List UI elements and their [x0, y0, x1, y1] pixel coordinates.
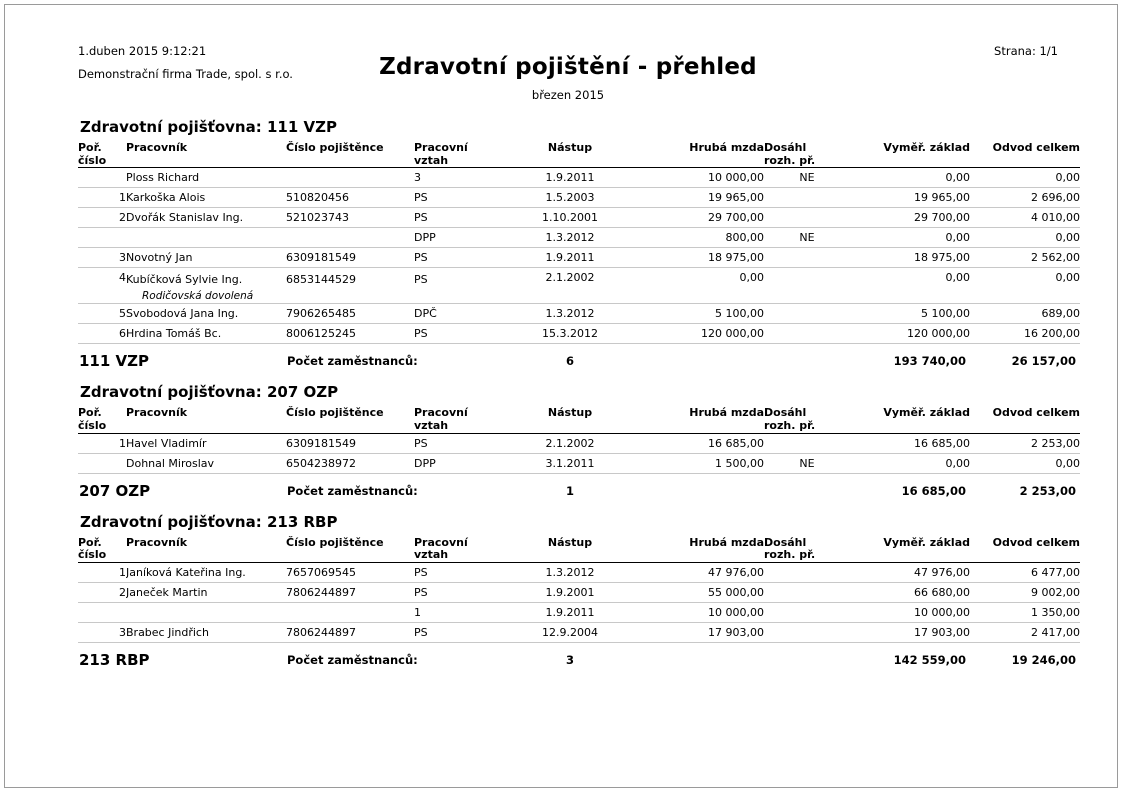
table-header-row	[78, 142, 1080, 167]
cell-por-cislo: 1	[78, 188, 126, 208]
cell-pracovnik: Janíková Kateřina Ing.	[126, 562, 286, 582]
cell-hruba-mzda: 0,00	[624, 268, 764, 304]
cell-dosahl	[764, 582, 850, 602]
insurance-group	[78, 383, 1080, 504]
cell-nastup: 1.5.2003	[516, 188, 624, 208]
table-row	[78, 562, 1080, 582]
col-cislo-pojistence: Číslo pojištěnce	[286, 141, 384, 154]
cell-cislo-pojistence: 6309181549	[286, 433, 414, 453]
cell-nastup: 1.3.2012	[516, 562, 624, 582]
cell-dosahl	[764, 324, 850, 344]
col-dosahl: Dosáhl rozh. př.	[764, 141, 816, 167]
summary-count-label: Počet zaměstnanců:	[287, 652, 418, 667]
col-odvod-celkem: Odvod celkem	[992, 406, 1080, 420]
cell-hruba-mzda: 120 000,00	[624, 324, 764, 344]
cell-odvod-celkem: 6 477,00	[970, 562, 1080, 582]
col-vymer-zaklad: Vyměř. základ	[883, 406, 970, 420]
group-table	[78, 407, 1080, 473]
cell-pracovnik: Brabec Jindřich	[126, 622, 286, 642]
cell-hruba-mzda: 1 500,00	[624, 453, 764, 473]
cell-odvod-celkem: 1 350,00	[970, 602, 1080, 622]
col-pracovni-vztah: Pracovní vztah	[414, 406, 468, 432]
cell-dosahl	[764, 562, 850, 582]
cell-vymer-zaklad: 16 685,00	[850, 433, 970, 453]
col-por-cislo: Poř. číslo	[78, 141, 107, 167]
cell-odvod-celkem: 2 696,00	[970, 188, 1080, 208]
cell-pracovni-vztah: PS	[414, 248, 516, 268]
cell-dosahl	[764, 268, 850, 304]
cell-dosahl: NE	[764, 453, 850, 473]
cell-cislo-pojistence: 7906265485	[286, 304, 414, 324]
summary-count-value: 1	[565, 483, 574, 498]
summary-odvod: 19 246,00	[1011, 652, 1076, 667]
cell-nastup: 1.3.2012	[516, 228, 624, 248]
col-hruba-mzda: Hrubá mzda	[689, 406, 764, 420]
cell-pracovni-vztah: 3	[414, 168, 516, 188]
cell-pracovnik: Dohnal Miroslav	[126, 453, 286, 473]
col-vymer-zaklad: Vyměř. základ	[883, 141, 970, 154]
cell-por-cislo: 5	[78, 304, 126, 324]
cell-odvod-celkem: 2 253,00	[970, 433, 1080, 453]
cell-por-cislo	[78, 228, 126, 248]
cell-pracovni-vztah: PS	[414, 268, 516, 304]
group-title: Zdravotní pojišťovna: 213 RBP	[80, 512, 338, 531]
cell-dosahl: NE	[764, 168, 850, 188]
table-header-row	[78, 407, 1080, 432]
group-table	[78, 537, 1080, 643]
cell-por-cislo: 1	[78, 562, 126, 582]
cell-cislo-pojistence: 7806244897	[286, 622, 414, 642]
insurance-group	[78, 512, 1080, 674]
col-vymer-zaklad: Vyměř. základ	[883, 535, 970, 549]
cell-pracovnik	[126, 602, 286, 622]
cell-pracovnik: Svobodová Jana Ing.	[126, 304, 286, 324]
table-row	[78, 248, 1080, 268]
cell-hruba-mzda: 47 976,00	[624, 562, 764, 582]
cell-odvod-celkem: 2 562,00	[970, 248, 1080, 268]
col-odvod-celkem: Odvod celkem	[992, 535, 1080, 549]
cell-vymer-zaklad: 0,00	[850, 453, 970, 473]
summary-count-label: Počet zaměstnanců:	[287, 354, 418, 369]
cell-odvod-celkem: 689,00	[970, 304, 1080, 324]
summary-count-value: 6	[565, 354, 574, 369]
cell-vymer-zaklad: 66 680,00	[850, 582, 970, 602]
cell-vymer-zaklad: 47 976,00	[850, 562, 970, 582]
cell-vymer-zaklad: 0,00	[850, 168, 970, 188]
table-row	[78, 228, 1080, 248]
summary-label: 213 RBP	[79, 650, 150, 669]
summary-zaklad: 193 740,00	[893, 354, 966, 369]
cell-odvod-celkem: 2 417,00	[970, 622, 1080, 642]
cell-por-cislo: 3	[78, 248, 126, 268]
cell-dosahl: NE	[764, 228, 850, 248]
cell-pracovnik: Havel Vladimír	[126, 433, 286, 453]
cell-cislo-pojistence: 510820456	[286, 188, 414, 208]
cell-nastup: 1.9.2011	[516, 602, 624, 622]
cell-vymer-zaklad: 29 700,00	[850, 208, 970, 228]
cell-pracovnik: Ploss Richard	[126, 168, 286, 188]
company-name: Demonstrační firma Trade, spol. s r.o.	[78, 67, 293, 81]
table-row	[78, 453, 1080, 473]
table-row	[78, 208, 1080, 228]
cell-hruba-mzda: 10 000,00	[624, 168, 764, 188]
table-row	[78, 304, 1080, 324]
cell-por-cislo: 2	[78, 582, 126, 602]
col-hruba-mzda: Hrubá mzda	[689, 141, 764, 154]
cell-dosahl	[764, 433, 850, 453]
cell-pracovnik	[126, 228, 286, 248]
col-cislo-pojistence: Číslo pojištěnce	[286, 535, 384, 549]
cell-cislo-pojistence: 7806244897	[286, 582, 414, 602]
cell-por-cislo	[78, 168, 126, 188]
cell-nastup: 15.3.2012	[516, 324, 624, 344]
col-por-cislo: Poř. číslo	[78, 406, 107, 432]
cell-vymer-zaklad: 19 965,00	[850, 188, 970, 208]
cell-odvod-celkem: 0,00	[970, 453, 1080, 473]
cell-por-cislo: 2	[78, 208, 126, 228]
page-number: Strana: 1/1	[994, 44, 1058, 58]
cell-vymer-zaklad: 120 000,00	[850, 324, 970, 344]
table-row	[78, 188, 1080, 208]
cell-hruba-mzda: 17 903,00	[624, 622, 764, 642]
cell-por-cislo: 3	[78, 622, 126, 642]
table-row	[78, 602, 1080, 622]
cell-cislo-pojistence: 7657069545	[286, 562, 414, 582]
table-body	[78, 168, 1080, 344]
cell-cislo-pojistence	[286, 228, 414, 248]
cell-nastup: 1.9.2001	[516, 582, 624, 602]
table-row	[78, 324, 1080, 344]
report-period: březen 2015	[531, 88, 605, 102]
cell-vymer-zaklad: 10 000,00	[850, 602, 970, 622]
summary-odvod: 26 157,00	[1011, 354, 1076, 369]
summary-count-label: Počet zaměstnanců:	[287, 483, 418, 498]
cell-por-cislo	[78, 453, 126, 473]
col-odvod-celkem: Odvod celkem	[992, 141, 1080, 154]
cell-vymer-zaklad: 18 975,00	[850, 248, 970, 268]
cell-odvod-celkem: 0,00	[970, 268, 1080, 304]
cell-pracovnik: Karkoška Alois	[126, 188, 286, 208]
table-row	[78, 268, 1080, 304]
cell-dosahl	[764, 188, 850, 208]
cell-hruba-mzda: 16 685,00	[624, 433, 764, 453]
cell-odvod-celkem: 9 002,00	[970, 582, 1080, 602]
cell-pracovni-vztah: PS	[414, 582, 516, 602]
col-por-cislo: Poř. číslo	[78, 535, 107, 562]
table-row	[78, 433, 1080, 453]
col-nastup: Nástup	[547, 406, 593, 420]
print-datetime: 1.duben 2015 9:12:21	[78, 44, 207, 58]
table-header-row	[78, 537, 1080, 562]
col-cislo-pojistence: Číslo pojištěnce	[286, 406, 384, 420]
cell-cislo-pojistence: 8006125245	[286, 324, 414, 344]
report-content	[78, 40, 1080, 674]
group-summary	[78, 477, 1080, 505]
cell-por-cislo: 1	[78, 433, 126, 453]
cell-hruba-mzda: 10 000,00	[624, 602, 764, 622]
group-title: Zdravotní pojišťovna: 111 VZP	[80, 118, 337, 136]
cell-pracovni-vztah: PS	[414, 562, 516, 582]
cell-cislo-pojistence	[286, 602, 414, 622]
cell-pracovni-vztah: DPČ	[414, 304, 516, 324]
cell-pracovni-vztah: PS	[414, 622, 516, 642]
cell-nastup: 1.9.2011	[516, 168, 624, 188]
cell-odvod-celkem: 16 200,00	[970, 324, 1080, 344]
col-pracovnik: Pracovník	[126, 406, 188, 420]
summary-count-value: 3	[565, 652, 574, 667]
cell-vymer-zaklad: 5 100,00	[850, 304, 970, 324]
col-pracovni-vztah: Pracovní vztah	[414, 141, 468, 167]
cell-pracovnik: Kubíčková Sylvie Ing. Rodičovská dovolená	[126, 268, 286, 304]
cell-vymer-zaklad: 0,00	[850, 268, 970, 304]
cell-nastup: 2.1.2002	[516, 268, 624, 304]
cell-por-cislo: 6	[78, 324, 126, 344]
col-pracovnik: Pracovník	[126, 141, 188, 154]
summary-label: 207 OZP	[79, 481, 151, 500]
cell-pracovnik: Hrdina Tomáš Bc.	[126, 324, 286, 344]
cell-nastup: 1.10.2001	[516, 208, 624, 228]
cell-hruba-mzda: 19 965,00	[624, 188, 764, 208]
cell-nastup: 12.9.2004	[516, 622, 624, 642]
cell-cislo-pojistence: 6853144529	[286, 268, 414, 304]
cell-vymer-zaklad: 0,00	[850, 228, 970, 248]
cell-dosahl	[764, 602, 850, 622]
cell-odvod-celkem: 4 010,00	[970, 208, 1080, 228]
report-groups	[78, 118, 1080, 674]
summary-odvod: 2 253,00	[1019, 483, 1076, 498]
summary-zaklad: 16 685,00	[901, 483, 966, 498]
cell-pracovni-vztah: DPP	[414, 228, 516, 248]
col-nastup: Nástup	[547, 141, 593, 154]
col-pracovni-vztah: Pracovní vztah	[414, 535, 468, 562]
table-body	[78, 433, 1080, 473]
cell-por-cislo	[78, 602, 126, 622]
cell-hruba-mzda: 55 000,00	[624, 582, 764, 602]
cell-por-cislo: 4	[78, 268, 126, 304]
cell-pracovnik: Novotný Jan	[126, 248, 286, 268]
col-dosahl: Dosáhl rozh. př.	[764, 406, 816, 432]
summary-zaklad: 142 559,00	[893, 652, 966, 667]
insurance-group	[78, 118, 1080, 375]
col-pracovnik: Pracovník	[126, 535, 188, 549]
cell-pracovni-vztah: PS	[414, 208, 516, 228]
table-row	[78, 582, 1080, 602]
cell-dosahl	[764, 208, 850, 228]
table-row	[78, 622, 1080, 642]
cell-cislo-pojistence: 6504238972	[286, 453, 414, 473]
cell-pracovnik: Janeček Martin	[126, 582, 286, 602]
cell-dosahl	[764, 304, 850, 324]
cell-nastup: 1.9.2011	[516, 248, 624, 268]
cell-pracovni-vztah: PS	[414, 324, 516, 344]
cell-odvod-celkem: 0,00	[970, 168, 1080, 188]
cell-hruba-mzda: 29 700,00	[624, 208, 764, 228]
row-note: Rodičovská dovolená	[142, 290, 254, 303]
summary-label: 111 VZP	[79, 352, 150, 371]
cell-pracovni-vztah: DPP	[414, 453, 516, 473]
cell-cislo-pojistence	[286, 168, 414, 188]
group-summary	[78, 347, 1080, 375]
cell-odvod-celkem: 0,00	[970, 228, 1080, 248]
cell-pracovni-vztah: 1	[414, 602, 516, 622]
col-dosahl: Dosáhl rozh. př.	[764, 535, 816, 562]
cell-pracovnik: Dvořák Stanislav Ing.	[126, 208, 286, 228]
cell-hruba-mzda: 800,00	[624, 228, 764, 248]
cell-dosahl	[764, 248, 850, 268]
table-body	[78, 562, 1080, 642]
cell-cislo-pojistence: 6309181549	[286, 248, 414, 268]
group-title: Zdravotní pojišťovna: 207 OZP	[80, 383, 339, 402]
col-nastup: Nástup	[547, 535, 593, 549]
cell-hruba-mzda: 18 975,00	[624, 248, 764, 268]
cell-dosahl	[764, 622, 850, 642]
cell-pracovni-vztah: PS	[414, 433, 516, 453]
table-row	[78, 168, 1080, 188]
cell-hruba-mzda: 5 100,00	[624, 304, 764, 324]
col-hruba-mzda: Hrubá mzda	[689, 535, 764, 549]
cell-pracovni-vztah: PS	[414, 188, 516, 208]
cell-nastup: 3.1.2011	[516, 453, 624, 473]
group-table	[78, 142, 1080, 344]
report-header	[78, 40, 1058, 110]
cell-nastup: 2.1.2002	[516, 433, 624, 453]
page-title: Zdravotní pojištění - přehled	[379, 54, 757, 80]
cell-nastup: 1.3.2012	[516, 304, 624, 324]
cell-vymer-zaklad: 17 903,00	[850, 622, 970, 642]
cell-cislo-pojistence: 521023743	[286, 208, 414, 228]
group-summary	[78, 646, 1080, 674]
